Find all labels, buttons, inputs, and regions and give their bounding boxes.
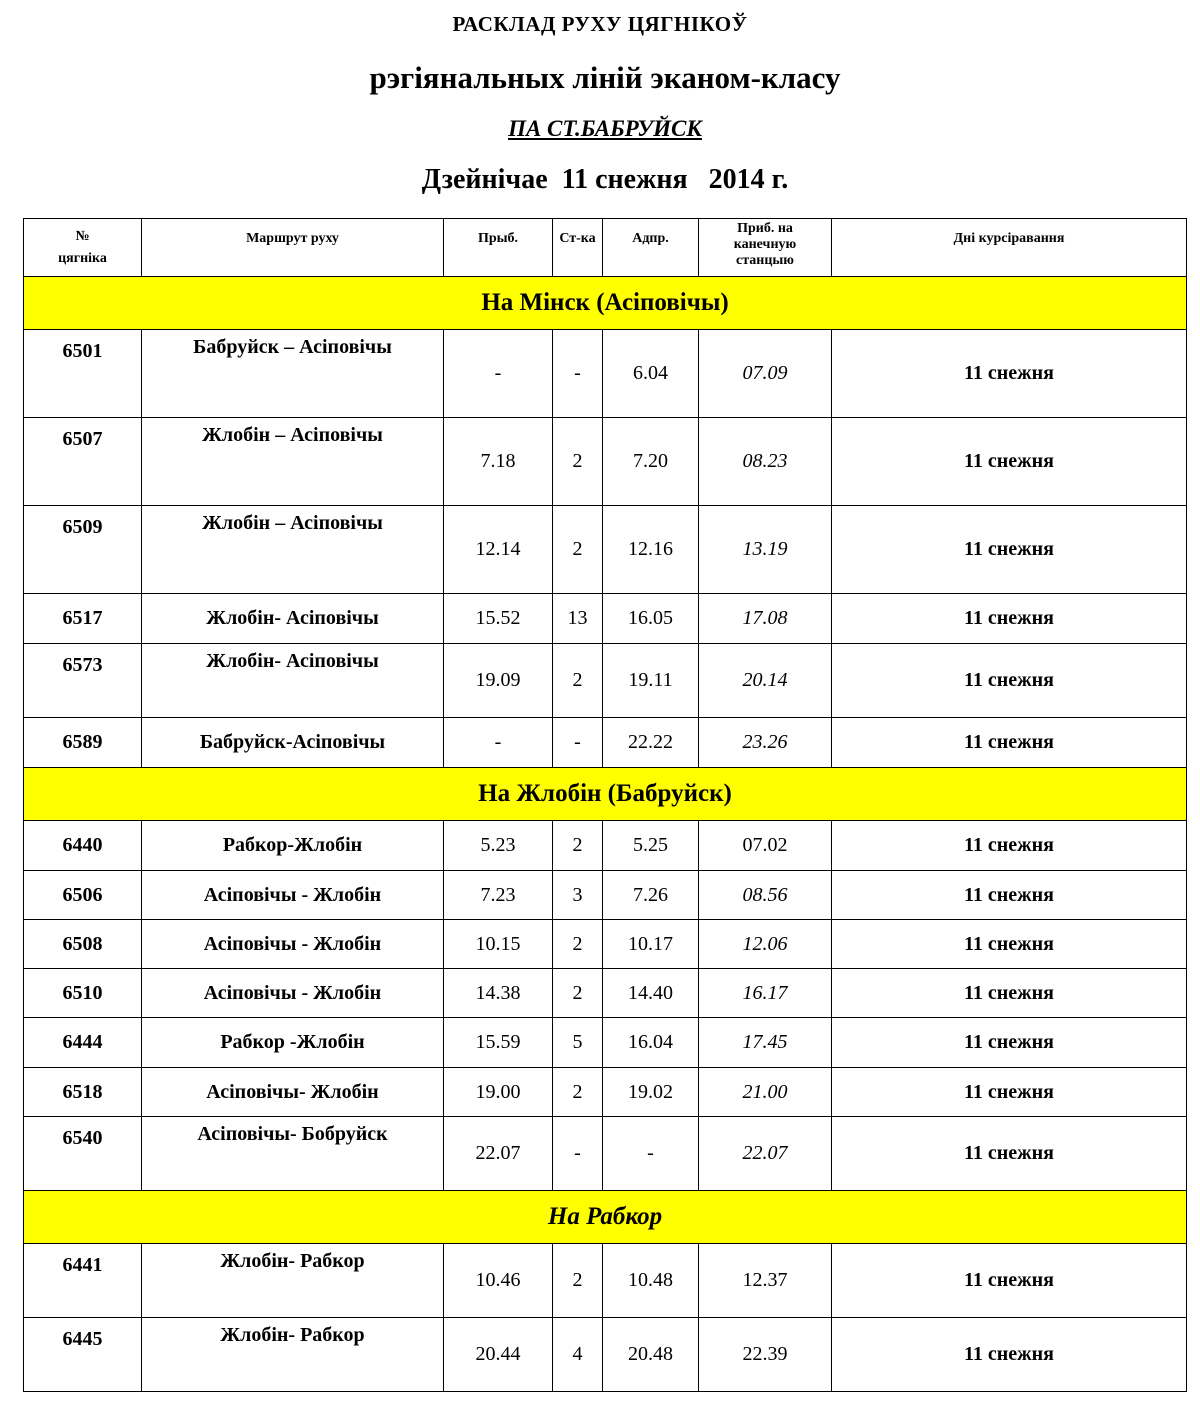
train-number: 6518 — [24, 1068, 142, 1117]
train-route: Жлобін – Асіповічы — [142, 506, 444, 594]
arrival-time: - — [444, 718, 553, 768]
departure-time: 5.25 — [603, 821, 699, 871]
train-route: Жлобін- Рабкор — [142, 1318, 444, 1392]
train-route: Бабруйск – Асіповічы — [142, 330, 444, 418]
train-number: 6508 — [24, 920, 142, 969]
running-days: 11 снежня — [832, 920, 1187, 969]
col-header-route: Маршрут руху — [142, 219, 444, 277]
departure-time: 19.11 — [603, 644, 699, 718]
train-number: 6509 — [24, 506, 142, 594]
train-number: 6507 — [24, 418, 142, 506]
document-title: РАСКЛАД РУХУ ЦЯГНІКОЎ — [452, 12, 748, 36]
train-number: 6540 — [24, 1117, 142, 1191]
running-days: 11 снежня — [832, 969, 1187, 1018]
final-arrival-time: 08.23 — [699, 418, 832, 506]
departure-time: 14.40 — [603, 969, 699, 1018]
train-route: Жлобін- Рабкор — [142, 1244, 444, 1318]
train-row — [24, 1318, 1187, 1392]
stop-duration: - — [553, 718, 603, 768]
train-number: 6573 — [24, 644, 142, 718]
train-number: 6589 — [24, 718, 142, 768]
final-arrival-time: 08.56 — [699, 871, 832, 920]
final-arrival-time: 22.07 — [699, 1117, 832, 1191]
train-row — [24, 418, 1187, 506]
train-route: Рабкор-Жлобін — [142, 821, 444, 871]
section-header-row — [24, 768, 1187, 821]
col-header-arrival: Прыб. — [444, 219, 553, 277]
departure-time: 20.48 — [603, 1318, 699, 1392]
train-number: 6444 — [24, 1018, 142, 1068]
arrival-time: 10.46 — [444, 1244, 553, 1318]
section-title: На Мінск (Асіповічы) — [24, 277, 1187, 330]
train-row — [24, 1018, 1187, 1068]
arrival-time: 22.07 — [444, 1117, 553, 1191]
departure-time: 16.04 — [603, 1018, 699, 1068]
train-route: Рабкор -Жлобін — [142, 1018, 444, 1068]
train-number: 6441 — [24, 1244, 142, 1318]
header-row — [24, 219, 1187, 277]
train-row — [24, 594, 1187, 644]
final-arrival-time: 17.45 — [699, 1018, 832, 1068]
train-row — [24, 920, 1187, 969]
arrival-time: 5.23 — [444, 821, 553, 871]
running-days: 11 снежня — [832, 418, 1187, 506]
stop-duration: 2 — [553, 969, 603, 1018]
train-row — [24, 969, 1187, 1018]
departure-time: - — [603, 1117, 699, 1191]
final-arrival-time: 12.37 — [699, 1244, 832, 1318]
stop-duration: - — [553, 330, 603, 418]
departure-time: 10.17 — [603, 920, 699, 969]
departure-time: 19.02 — [603, 1068, 699, 1117]
final-arrival-time: 21.00 — [699, 1068, 832, 1117]
train-row — [24, 1068, 1187, 1117]
stop-duration: 2 — [553, 821, 603, 871]
arrival-time: 15.59 — [444, 1018, 553, 1068]
document-subtitle: рэгіянальных ліній эканом-класу — [369, 60, 841, 95]
col-header-departure: Адпр. — [603, 219, 699, 277]
running-days: 11 снежня — [832, 718, 1187, 768]
departure-time: 7.20 — [603, 418, 699, 506]
train-number: 6506 — [24, 871, 142, 920]
stop-duration: 2 — [553, 506, 603, 594]
final-arrival-time: 12.06 — [699, 920, 832, 969]
running-days: 11 снежня — [832, 821, 1187, 871]
stop-duration: 4 — [553, 1318, 603, 1392]
stop-duration: 2 — [553, 644, 603, 718]
arrival-time: 19.00 — [444, 1068, 553, 1117]
section-title: На Жлобін (Бабруйск) — [24, 768, 1187, 821]
arrival-time: 19.09 — [444, 644, 553, 718]
departure-time: 10.48 — [603, 1244, 699, 1318]
station-name: ПА СТ.БАБРУЙСК — [508, 116, 702, 141]
arrival-time: 7.18 — [444, 418, 553, 506]
final-arrival-time: 07.02 — [699, 821, 832, 871]
train-row — [24, 330, 1187, 418]
train-route: Асіповічы - Жлобін — [142, 969, 444, 1018]
train-row — [24, 718, 1187, 768]
departure-time: 16.05 — [603, 594, 699, 644]
running-days: 11 снежня — [832, 1018, 1187, 1068]
train-number: 6517 — [24, 594, 142, 644]
running-days: 11 снежня — [832, 1318, 1187, 1392]
train-route: Жлобін- Асіповічы — [142, 594, 444, 644]
arrival-time: 20.44 — [444, 1318, 553, 1392]
timetable — [23, 218, 1187, 1392]
train-route: Бабруйск-Асіповічы — [142, 718, 444, 768]
train-number: 6501 — [24, 330, 142, 418]
running-days: 11 снежня — [832, 1117, 1187, 1191]
train-route: Асіповічы- Бобруйск — [142, 1117, 444, 1191]
section-header-row — [24, 277, 1187, 330]
final-arrival-time: 23.26 — [699, 718, 832, 768]
stop-duration: - — [553, 1117, 603, 1191]
final-arrival-time: 07.09 — [699, 330, 832, 418]
arrival-time: 14.38 — [444, 969, 553, 1018]
departure-time: 12.16 — [603, 506, 699, 594]
arrival-time: 15.52 — [444, 594, 553, 644]
arrival-time: 10.15 — [444, 920, 553, 969]
final-arrival-time: 16.17 — [699, 969, 832, 1018]
arrival-time: 12.14 — [444, 506, 553, 594]
stop-duration: 2 — [553, 1244, 603, 1318]
train-route: Жлобін – Асіповічы — [142, 418, 444, 506]
arrival-time: - — [444, 330, 553, 418]
train-row — [24, 821, 1187, 871]
running-days: 11 снежня — [832, 594, 1187, 644]
arrival-time: 7.23 — [444, 871, 553, 920]
running-days: 11 снежня — [832, 1068, 1187, 1117]
section-title: На Рабкор — [24, 1191, 1187, 1244]
stop-duration: 2 — [553, 418, 603, 506]
final-arrival-time: 22.39 — [699, 1318, 832, 1392]
running-days: 11 снежня — [832, 330, 1187, 418]
train-row — [24, 1117, 1187, 1191]
train-route: Асіповічы- Жлобін — [142, 1068, 444, 1117]
effective-date: Дзейнічае 11 снежня 2014 г. — [421, 164, 789, 195]
train-route: Жлобін- Асіповічы — [142, 644, 444, 718]
train-number: 6440 — [24, 821, 142, 871]
stop-duration: 2 — [553, 920, 603, 969]
col-header-stop: Ст-ка — [553, 219, 603, 277]
train-route: Асіповічы - Жлобін — [142, 920, 444, 969]
section-header-row — [24, 1191, 1187, 1244]
final-arrival-time: 20.14 — [699, 644, 832, 718]
col-header-days: Дні курсіравання — [832, 219, 1187, 277]
departure-time: 6.04 — [603, 330, 699, 418]
departure-time: 7.26 — [603, 871, 699, 920]
stop-duration: 5 — [553, 1018, 603, 1068]
train-row — [24, 506, 1187, 594]
train-number: 6445 — [24, 1318, 142, 1392]
running-days: 11 снежня — [832, 506, 1187, 594]
final-arrival-time: 17.08 — [699, 594, 832, 644]
train-row — [24, 1244, 1187, 1318]
running-days: 11 снежня — [832, 644, 1187, 718]
train-number: 6510 — [24, 969, 142, 1018]
train-route: Асіповічы - Жлобін — [142, 871, 444, 920]
running-days: 11 снежня — [832, 1244, 1187, 1318]
final-arrival-time: 13.19 — [699, 506, 832, 594]
col-header-train-number: № цягніка — [24, 219, 142, 277]
departure-time: 22.22 — [603, 718, 699, 768]
stop-duration: 13 — [553, 594, 603, 644]
col-header-final-arrival: Приб. на канечную станцыю — [699, 219, 832, 277]
running-days: 11 снежня — [832, 871, 1187, 920]
stop-duration: 3 — [553, 871, 603, 920]
train-row — [24, 644, 1187, 718]
train-row — [24, 871, 1187, 920]
stop-duration: 2 — [553, 1068, 603, 1117]
